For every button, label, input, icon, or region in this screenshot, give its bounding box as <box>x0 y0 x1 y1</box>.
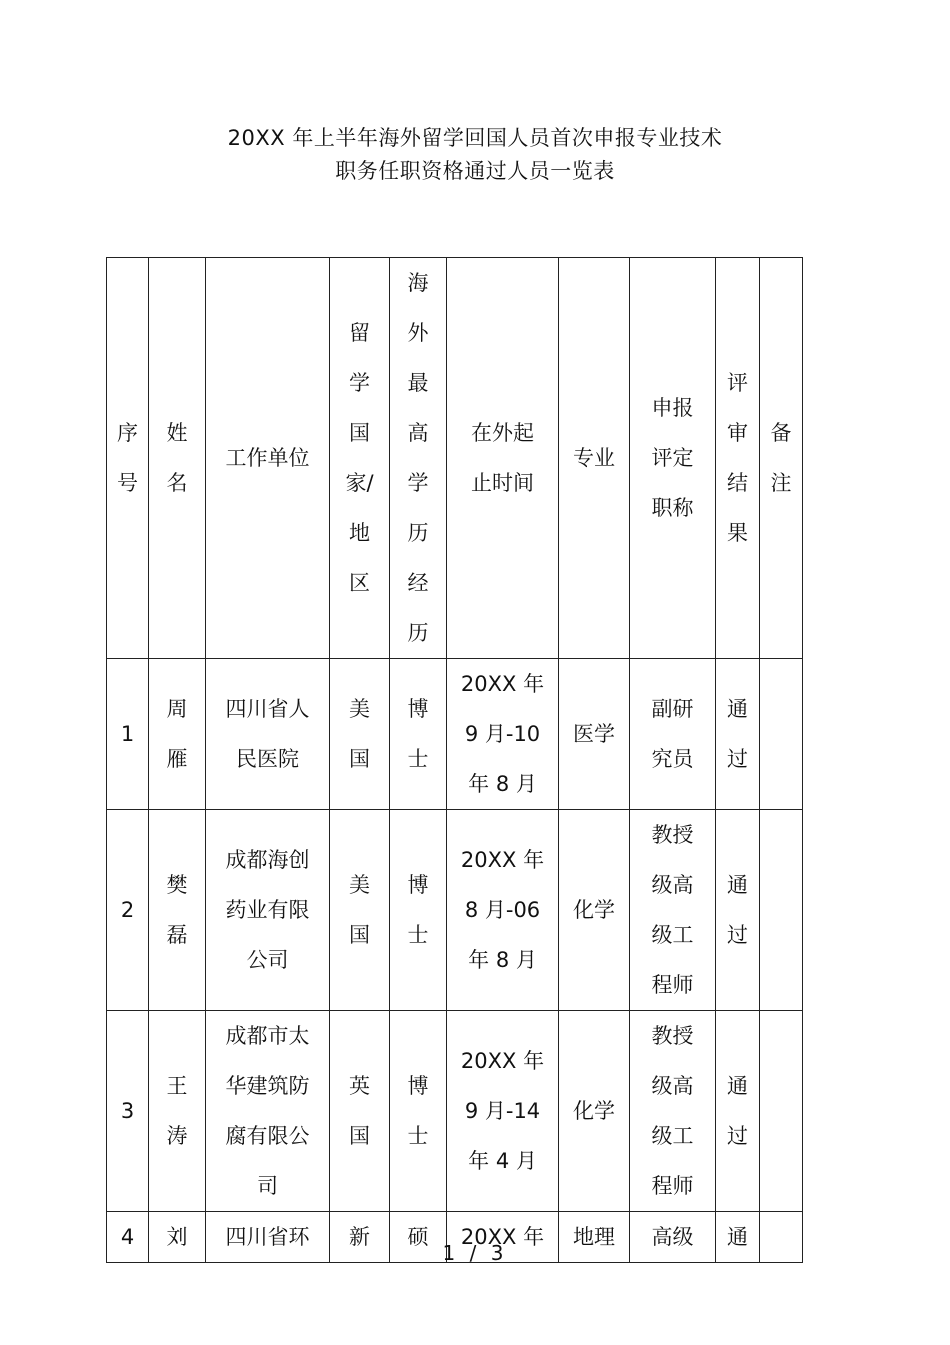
cell-title: 高级 <box>630 1212 716 1263</box>
cell-degree: 硕 <box>390 1212 447 1263</box>
page-indicator: 1 / 3 <box>442 1241 508 1265</box>
document-title-line-2: 职务任职资格通过人员一览表 <box>335 159 615 183</box>
cell-unit: 成都市太华建筑防腐有限公司 <box>206 1011 330 1212</box>
cell-title: 教授级高级工程师 <box>630 1011 716 1212</box>
cell-country: 英国 <box>330 1011 390 1212</box>
cell-remark <box>760 659 803 810</box>
header-title: 申报评定职称 <box>630 258 716 659</box>
table-row <box>107 1011 803 1212</box>
header-result: 评审结果 <box>716 258 760 659</box>
cell-degree: 博士 <box>390 1011 447 1212</box>
header-period: 在外起止时间 <box>447 258 559 659</box>
header-remark: 备注 <box>760 258 803 659</box>
cell-title: 副研究员 <box>630 659 716 810</box>
cell-index: 2 <box>107 810 149 1011</box>
cell-degree: 博士 <box>390 659 447 810</box>
personnel-table <box>106 257 803 1263</box>
document-title-line-1: 20XX 年上半年海外留学回国人员首次申报专业技术 <box>227 126 723 150</box>
cell-major: 地理 <box>559 1212 630 1263</box>
cell-remark <box>760 1011 803 1212</box>
header-major: 专业 <box>559 258 630 659</box>
cell-name: 樊磊 <box>149 810 206 1011</box>
cell-name: 刘 <box>149 1212 206 1263</box>
header-index: 序号 <box>107 258 149 659</box>
cell-name: 王涛 <box>149 1011 206 1212</box>
cell-major: 化学 <box>559 810 630 1011</box>
header-country: 留学国家/地区 <box>330 258 390 659</box>
cell-result: 通过 <box>716 659 760 810</box>
table-header-row <box>107 258 803 659</box>
header-degree: 海外最高学历经历 <box>390 258 447 659</box>
table-row <box>107 659 803 810</box>
cell-title: 教授级高级工程师 <box>630 810 716 1011</box>
cell-period: 20XX 年9 月-10年 8 月 <box>447 659 559 810</box>
cell-country: 美国 <box>330 810 390 1011</box>
cell-index: 1 <box>107 659 149 810</box>
cell-country: 新 <box>330 1212 390 1263</box>
cell-unit: 四川省环 <box>206 1212 330 1263</box>
table-row <box>107 810 803 1011</box>
cell-degree: 博士 <box>390 810 447 1011</box>
header-name: 姓名 <box>149 258 206 659</box>
cell-result: 通过 <box>716 810 760 1011</box>
cell-country: 美国 <box>330 659 390 810</box>
cell-unit: 成都海创药业有限公司 <box>206 810 330 1011</box>
cell-result: 通过 <box>716 1011 760 1212</box>
cell-unit: 四川省人民医院 <box>206 659 330 810</box>
cell-major: 医学 <box>559 659 630 810</box>
cell-name: 周雁 <box>149 659 206 810</box>
cell-remark <box>760 810 803 1011</box>
cell-period: 20XX 年 <box>447 1212 559 1263</box>
cell-period: 20XX 年8 月-06年 8 月 <box>447 810 559 1011</box>
cell-period: 20XX 年9 月-14年 4 月 <box>447 1011 559 1212</box>
cell-index: 4 <box>107 1212 149 1263</box>
cell-major: 化学 <box>559 1011 630 1212</box>
cell-index: 3 <box>107 1011 149 1212</box>
cell-result: 通 <box>716 1212 760 1263</box>
header-unit: 工作单位 <box>206 258 330 659</box>
